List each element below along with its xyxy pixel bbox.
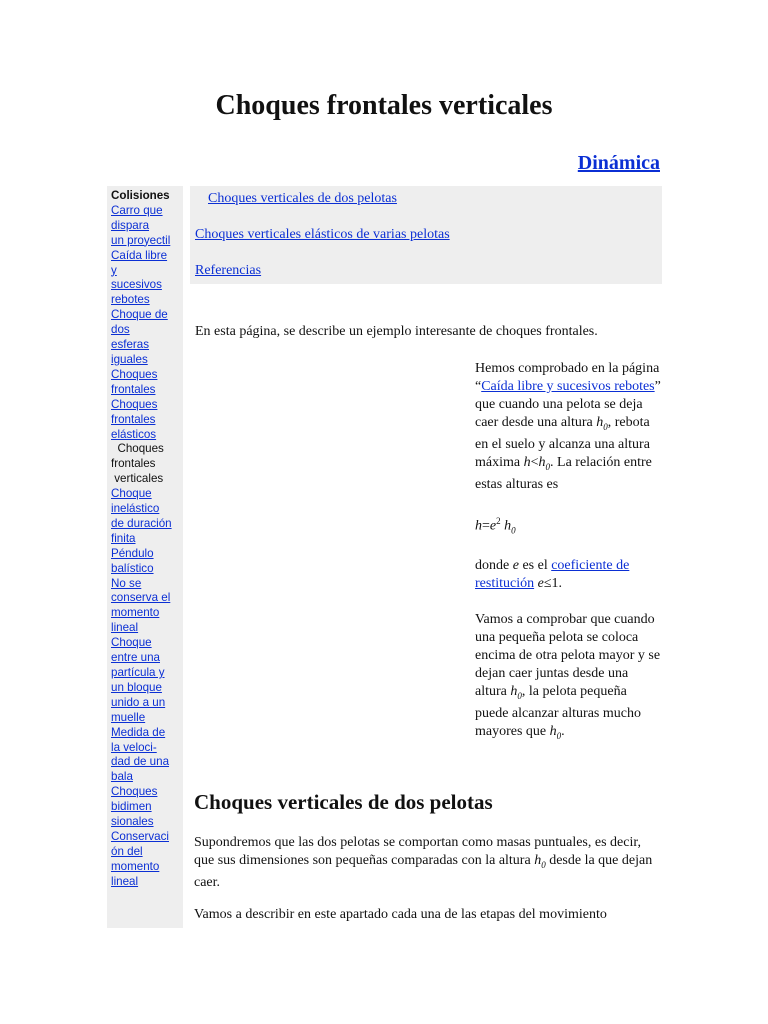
sidebar-item[interactable] [111,830,183,890]
sidebar-item-line: conserva el [111,591,171,605]
var-h: h [534,853,542,868]
paragraph-etapas: Vamos a describir en este apartado cada una de las etapas del movimiento [194,907,607,922]
sidebar-item-line: un proyectil [111,233,171,247]
sidebar-item-line: dispara [111,218,150,232]
sidebar-item [111,442,183,487]
sidebar-item-line: frontales [111,412,156,426]
link-coeficiente-restitucion[interactable]: coeficiente de restitución [475,558,630,592]
section-heading: Choques verticales de dos pelotas [194,790,493,814]
sidebar-item-line: Choque de [111,308,168,322]
sidebar-item-line: Choques [111,785,158,799]
sidebar-item-line: Conservaci [111,829,169,843]
paragraph-masas-puntuales [194,834,654,892]
var-h: h [504,518,512,534]
exponent: 2 [496,515,501,526]
sidebar-item-line: frontales [111,457,156,471]
sidebar-item-line: ón del [111,844,143,858]
sidebar-item-line: momento [111,606,160,620]
text: . La relación entre estas alturas es [475,454,652,492]
sidebar-item-line: lineal [111,621,139,635]
sidebar-item-line: un bloque [111,680,162,694]
sidebar-item-line: Choques [111,397,158,411]
sidebar-item-line: momento [111,859,160,873]
sidebar-item-line: y [111,263,117,277]
sidebar-item-line: la veloci- [111,740,157,754]
var-h: h [510,684,518,700]
sidebar-item[interactable] [111,785,183,830]
sidebar-item-line: partícula y [111,666,165,679]
toc-link-referencias[interactable]: Referencias [195,263,262,278]
text: = [482,518,490,534]
text: , la pelota pequeña puede alcanzar alturas mucho mayores que [475,684,641,739]
sidebar-item[interactable] [111,204,183,249]
sidebar-item[interactable] [111,577,183,637]
sidebar-item-line: inelástico [111,502,160,516]
paragraph-restitucion [475,557,661,593]
sidebar-item[interactable] [111,249,183,309]
sidebar-item-line: finita [111,531,136,545]
sidebar-item[interactable] [111,636,183,725]
var-sub: 0 [603,421,608,432]
sidebar-item-line: Choques [111,367,158,381]
text: donde [475,558,513,574]
section-link-dinamica[interactable]: Dinámica [577,152,660,174]
var-e: e [537,576,544,592]
sidebar-item[interactable] [111,547,183,577]
sidebar-item-line: No se [111,576,142,590]
intro-paragraph: En esta página, se describe un ejemplo interesante de choques frontales. [195,324,598,339]
sidebar-item-line: lineal [111,874,139,888]
page-title: Choques frontales verticales [215,90,553,121]
sidebar-item[interactable] [111,368,183,398]
var-sub: 0 [556,730,562,741]
sidebar-item-line: bala [111,770,133,784]
sidebar-item-line: sionales [111,815,154,829]
sidebar-item-line: Choque [111,487,152,501]
var-h: h [596,415,604,430]
sidebar-item-line: esferas [111,338,150,352]
text: ≤1. [543,576,563,592]
right-column [475,360,661,745]
table-of-contents [190,186,662,284]
text: Hemos comprobado en la página “ [475,361,660,394]
paragraph-rebotes [475,360,661,494]
sidebar-heading: Colisiones [111,189,170,202]
var-sub: 0 [545,461,551,472]
sidebar-item[interactable] [111,398,183,443]
sidebar-item[interactable] [111,726,183,786]
sidebar-item-line: sucesivos [111,278,162,292]
sidebar-item-line: dos [111,323,130,337]
toc-link-varias-pelotas[interactable]: Choques verticales elásticos de varias pelotas [195,227,450,242]
var-h: h [538,454,546,470]
sidebar-item-line: Caída libre [111,248,168,262]
sidebar-item-line: Medida de [111,725,166,739]
sidebar-item[interactable] [111,308,183,368]
sidebar-item-line: rebotes [111,293,150,307]
var-e: e [512,558,519,574]
text: Supondremos que las dos pelotas se comportan como masas puntuales, es decir, que sus dimensiones son pequeñas comparadas con la altura [194,835,641,868]
text: , rebota en el suelo y alcanza una altura máxima [475,415,650,470]
var-h: h [475,518,482,534]
var-sub: 0 [517,690,522,701]
link-caida-libre[interactable]: Caída libre y sucesivos rebotes [481,379,655,394]
sidebar-item-line: entre una [111,651,160,665]
sidebar-item-line: balístico [111,561,154,575]
formula [475,512,661,539]
sidebar-item-line: Choque [111,636,152,650]
text: desde la que dejan caer. [194,853,653,890]
sidebar-item-line: Choques [111,442,164,456]
text: < [530,454,539,470]
sidebar-item-line: muelle [111,710,146,724]
sidebar-item-line: verticales [111,472,164,486]
sidebar-item-line: iguales [111,352,148,366]
sidebar-item-line: bidimen [111,800,152,814]
text: es el [518,558,552,574]
sidebar-item-line: elásticos [111,427,157,441]
var-h: h [523,454,531,470]
sidebar-item-line: de duración [111,516,172,530]
var-h: h [549,723,557,739]
sidebar-item-line: Péndulo [111,546,154,560]
sidebar-item-line: dad de una [111,755,170,769]
text: ” que cuando una pelota se deja caer desde una altura [475,379,661,430]
var-e: e [489,518,497,534]
sidebar-nav [107,186,183,928]
sidebar-item[interactable] [111,487,183,547]
var-sub: 0 [511,525,516,536]
sidebar-item-line: Carro que [111,203,163,217]
paragraph-comprobar [475,611,661,745]
text: . [561,723,565,739]
toc-link-dos-pelotas[interactable]: Choques verticales de dos pelotas [208,191,397,206]
var-sub: 0 [541,859,546,870]
sidebar-item-line: frontales [111,382,156,396]
text: Vamos a comprobar que cuando una pequeña pelota se coloca encima de otra pelota mayor y se dejan caer juntas desde una altura [475,612,661,700]
sidebar-item-line: unido a un [111,695,166,709]
